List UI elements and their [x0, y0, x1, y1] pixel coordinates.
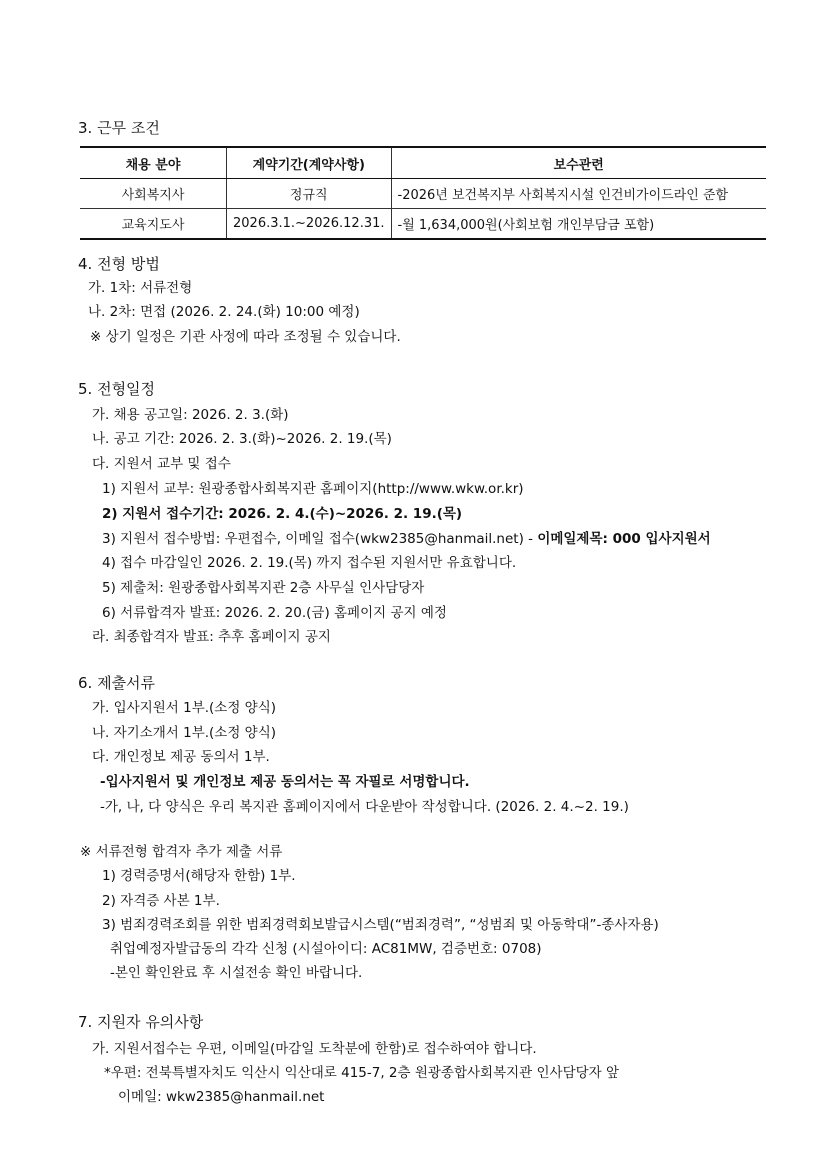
section-6-title: 6. 제출서류: [78, 674, 156, 692]
section-4-title: 4. 전형 방법: [78, 255, 160, 273]
list-item: [102, 529, 711, 549]
contact-email: 이메일: wkw2385@hanmail.net: [118, 1089, 325, 1105]
table-header-contract: 계약기간(계약사항): [227, 147, 391, 179]
list-item: 가. 입사지원서 1부.(소정 양식): [92, 700, 277, 716]
list-item: 3) 범죄경력조회를 위한 범죄경력회보발급시스템(“범죄경력”, “성범죄 및 아동학대”-종사자용): [102, 917, 659, 933]
extra-docs-title: ※ 서류전형 합격자 추가 제출 서류: [80, 844, 283, 860]
download-notice: -가, 나, 다 양식은 우리 복지관 홈페이지에서 다운받아 작성합니다. (2026. 2. 4.~2. 19.): [100, 799, 629, 815]
notice-text: ※ 상기 일정은 기관 사정에 따라 조정될 수 있습니다.: [90, 329, 401, 345]
list-item-continued: 취업예정자발급동의 각각 신청 (시설아이디: AC81MW, 검증번호: 0708): [110, 941, 542, 957]
list-item: 4) 접수 마감일인 2026. 2. 19.(목) 까지 접수된 지원서만 유효합니다.: [102, 555, 517, 571]
list-item: 가. 채용 공고일: 2026. 2. 3.(화): [92, 407, 289, 423]
section-3-title: 3. 근무 조건: [78, 119, 160, 137]
table-cell: 2026.3.1.~2026.12.31.: [227, 209, 391, 240]
section-5-title: 5. 전형일정: [78, 380, 156, 398]
table-cell: -2026년 보건복지부 사회복지시설 인건비가이드라인 준함: [391, 179, 766, 209]
table-cell: 교육지도사: [80, 209, 227, 240]
work-conditions-table: [80, 146, 766, 240]
list-item: 라. 최종합격자 발표: 추후 홈페이지 공지: [92, 629, 331, 645]
signature-notice: -입사지원서 및 개인정보 제공 동의서는 꼭 자필로 서명합니다.: [100, 774, 470, 790]
table-cell: 정규직: [227, 179, 391, 209]
list-item: 6) 서류합격자 발표: 2026. 2. 20.(금) 홈페이지 공지 예정: [102, 605, 447, 621]
confirmation-notice: -본인 확인완료 후 시설전송 확인 바랍니다.: [110, 965, 363, 981]
list-item: 나. 자기소개서 1부.(소정 양식): [92, 725, 277, 741]
list-item: 1) 지원서 교부: 원광종합사회복지관 홈페이지(http://www.wkw.or.kr): [102, 481, 524, 497]
table-header-field: 채용 분야: [80, 147, 227, 179]
list-item: 2) 지원서 접수기간: 2026. 2. 4.(수)~2026. 2. 19.(목): [102, 506, 463, 522]
list-item: 5) 제출처: 원광종합사회복지관 2층 사무실 인사담당자: [102, 580, 425, 596]
table-header-row: [80, 147, 766, 179]
table-row: [80, 179, 766, 209]
email-subject-text: 이메일제목: 000 입사지원서: [537, 531, 711, 547]
list-item: 나. 2차: 면접 (2026. 2. 24.(화) 10:00 예정): [88, 304, 360, 320]
table-header-salary: 보수관련: [391, 147, 766, 179]
list-item: 2) 자격증 사본 1부.: [102, 893, 220, 909]
section-7-title: 7. 지원자 유의사항: [78, 1013, 204, 1031]
table-row: [80, 209, 766, 240]
table-cell: -월 1,634,000원(사회보험 개인부담금 포함): [391, 209, 766, 240]
application-method-text: 3) 지원서 접수방법: 우편접수, 이메일 접수(wkw2385@hanmail.net) -: [102, 531, 538, 547]
list-item: 가. 1차: 서류전형: [88, 280, 193, 296]
table-cell: 사회복지사: [80, 179, 227, 209]
list-item: 나. 공고 기간: 2026. 2. 3.(화)~2026. 2. 19.(목): [92, 431, 392, 447]
list-item: 다. 개인정보 제공 동의서 1부.: [92, 749, 270, 765]
postal-address: *우편: 전북특별자치도 익산시 익산대로 415-7, 2층 원광종합사회복지관 인사담당자 앞: [104, 1065, 620, 1081]
list-item: 다. 지원서 교부 및 접수: [92, 456, 231, 472]
list-item: 1) 경력증명서(해당자 한함) 1부.: [102, 868, 296, 884]
list-item: 가. 지원서접수는 우편, 이메일(마감일 도착분에 한함)로 접수하여야 합니다.: [92, 1041, 537, 1057]
